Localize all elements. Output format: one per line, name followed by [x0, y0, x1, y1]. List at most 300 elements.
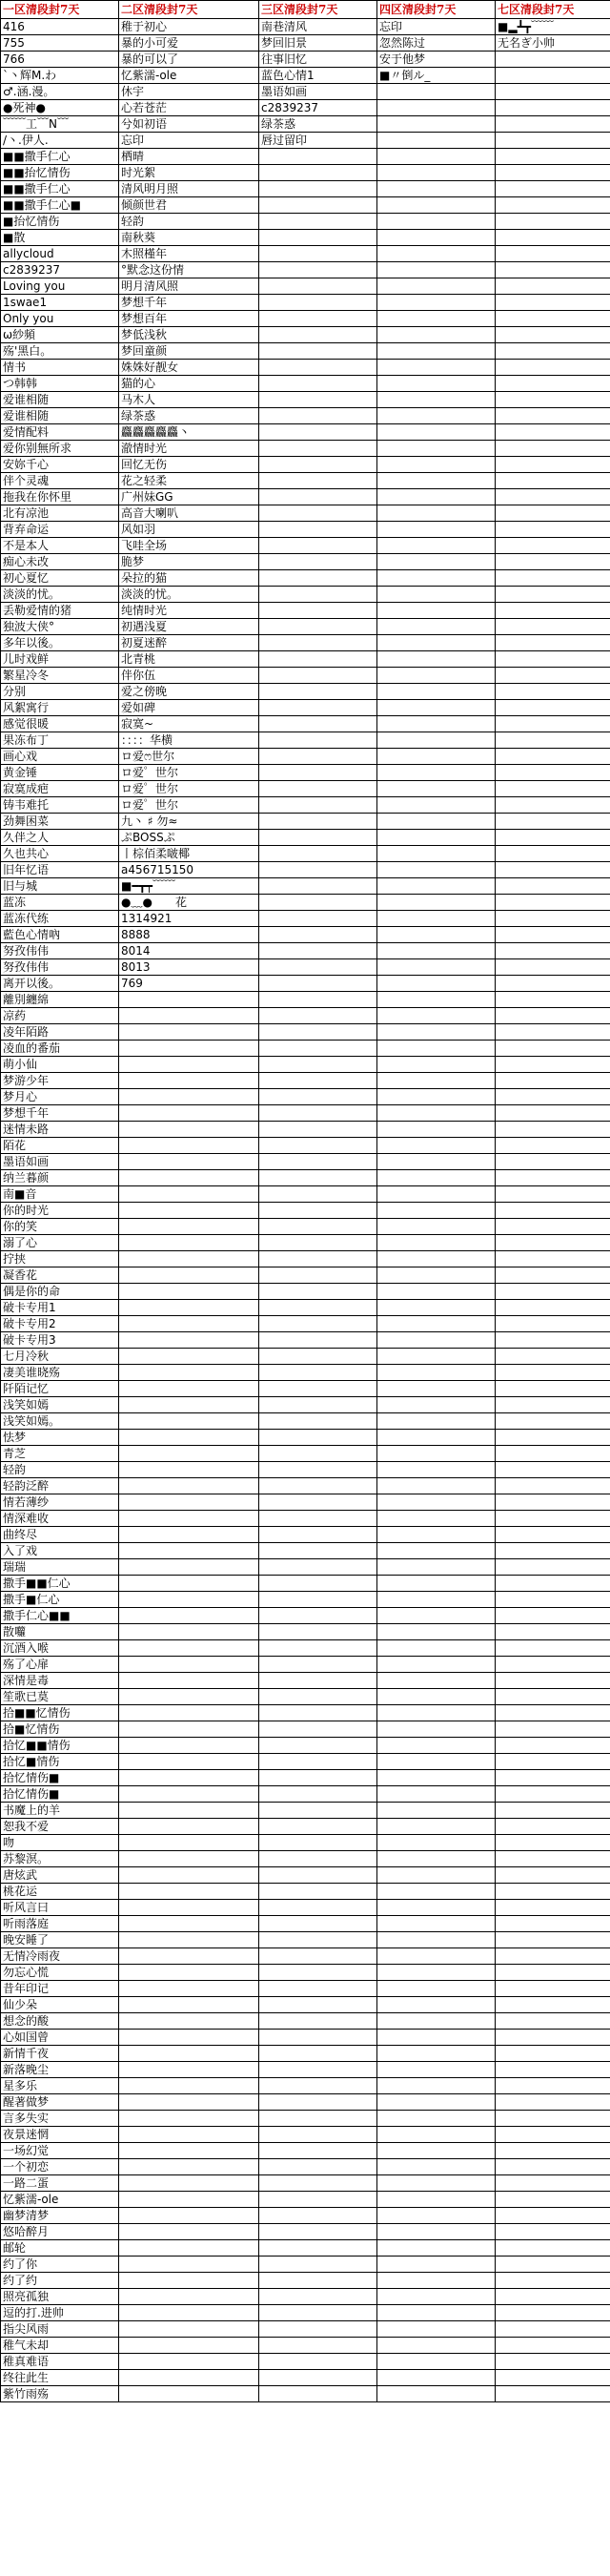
table-cell: 邮轮 — [1, 2240, 119, 2257]
table-cell — [377, 1024, 496, 1041]
table-cell: 蓝冻 — [1, 895, 119, 911]
table-cell — [119, 2094, 259, 2111]
table-cell — [377, 554, 496, 570]
table-row — [1, 2143, 610, 2159]
table-cell — [259, 2030, 377, 2046]
table-cell — [377, 2094, 496, 2111]
table-cell — [119, 1365, 259, 1381]
table-cell — [377, 408, 496, 424]
table-row — [1, 457, 610, 473]
table-cell — [377, 1478, 496, 1494]
table-cell — [377, 1413, 496, 1430]
table-row — [1, 116, 610, 133]
table-cell — [377, 2046, 496, 2062]
table-cell — [496, 1413, 610, 1430]
table-cell — [259, 1332, 377, 1349]
table-cell — [119, 1884, 259, 1900]
table-cell — [259, 360, 377, 376]
table-cell — [496, 2338, 610, 2354]
table-cell — [496, 2354, 610, 2370]
table-cell: 轻韵 — [119, 214, 259, 230]
table-cell: 寂寞~ — [119, 716, 259, 732]
table-cell — [259, 1900, 377, 1916]
table-cell — [496, 197, 610, 214]
table-cell — [496, 2046, 610, 2062]
table-cell: 努孜伟伟 — [1, 943, 119, 959]
table-row — [1, 1365, 610, 1381]
table-cell: 偶是你的命 — [1, 1284, 119, 1300]
table-cell — [377, 278, 496, 295]
table-cell — [259, 878, 377, 895]
table-cell: 清风明月照 — [119, 181, 259, 197]
table-cell: 墨语如画 — [1, 1154, 119, 1170]
table-cell: 猫的心 — [119, 376, 259, 392]
table-cell: 绿茶惑 — [259, 116, 377, 133]
table-row — [1, 895, 610, 911]
table-cell: 梦想千年 — [1, 1105, 119, 1122]
table-cell — [377, 814, 496, 830]
table-cell — [119, 2321, 259, 2338]
table-cell — [496, 1446, 610, 1462]
table-cell: 凉药 — [1, 1008, 119, 1024]
table-cell — [119, 1186, 259, 1203]
table-cell — [377, 1673, 496, 1689]
table-cell — [496, 2159, 610, 2175]
table-cell — [496, 2192, 610, 2208]
table-cell: 安妳千心 — [1, 457, 119, 473]
table-cell — [119, 1397, 259, 1413]
table-cell — [259, 2143, 377, 2159]
table-cell — [119, 1867, 259, 1884]
table-row — [1, 1592, 610, 1608]
table-cell: 终往此生 — [1, 2370, 119, 2386]
table-cell — [377, 2321, 496, 2338]
table-cell: 麤麤麤麤麤丶 — [119, 424, 259, 441]
table-cell — [377, 2013, 496, 2030]
table-cell: 书魔上的羊 — [1, 1803, 119, 1819]
table-row — [1, 311, 610, 327]
table-cell — [259, 570, 377, 587]
table-cell: 约了约 — [1, 2273, 119, 2289]
table-cell — [259, 1689, 377, 1705]
table-row — [1, 2094, 610, 2111]
table-cell — [377, 2143, 496, 2159]
table-cell: 仙少朵 — [1, 1997, 119, 2013]
table-cell — [119, 1170, 259, 1186]
table-cell — [496, 1576, 610, 1592]
table-row — [1, 1965, 610, 1981]
table-cell: ■〃倒ル_ — [377, 68, 496, 84]
table-cell — [119, 1835, 259, 1851]
table-cell — [259, 1057, 377, 1073]
table-cell — [496, 2257, 610, 2273]
table-cell — [496, 716, 610, 732]
table-cell: `丶辉M.わ — [1, 68, 119, 84]
table-cell — [259, 959, 377, 976]
table-cell — [259, 1089, 377, 1105]
table-cell — [377, 246, 496, 262]
table-cell: ♂.涵.漫。 — [1, 84, 119, 100]
table-cell: 昔年印记 — [1, 1981, 119, 1997]
table-cell — [259, 1803, 377, 1819]
table-cell: 苏黎溟。 — [1, 1851, 119, 1867]
table-cell — [496, 262, 610, 278]
table-cell — [259, 214, 377, 230]
table-cell — [496, 52, 610, 68]
table-cell — [377, 1154, 496, 1170]
table-cell — [496, 587, 610, 603]
table-cell — [259, 230, 377, 246]
table-cell — [496, 1592, 610, 1608]
table-cell — [377, 1657, 496, 1673]
table-cell: つ韩韩 — [1, 376, 119, 392]
table-cell — [377, 311, 496, 327]
table-cell — [377, 1997, 496, 2013]
column-header: 四区清段封7天 — [377, 1, 496, 19]
table-cell — [377, 797, 496, 814]
table-cell — [259, 2273, 377, 2289]
table-cell — [496, 1462, 610, 1478]
table-body — [1, 19, 610, 2402]
table-row — [1, 878, 610, 895]
table-cell — [259, 1640, 377, 1657]
table-cell: 爱你别無所求 — [1, 441, 119, 457]
table-row — [1, 1397, 610, 1413]
table-cell: 梦回童颜 — [119, 343, 259, 360]
table-cell — [496, 895, 610, 911]
table-cell — [377, 1867, 496, 1884]
table-cell — [259, 1251, 377, 1267]
table-cell: 拾忆■■情伤 — [1, 1738, 119, 1754]
table-cell — [496, 1478, 610, 1494]
table-row — [1, 2046, 610, 2062]
table-cell — [496, 295, 610, 311]
table-row — [1, 2030, 610, 2046]
table-row — [1, 1997, 610, 2013]
table-cell: 初遇浅夏 — [119, 619, 259, 635]
table-cell — [496, 473, 610, 489]
table-cell — [259, 619, 377, 635]
table-row — [1, 262, 610, 278]
table-cell: 755 — [1, 35, 119, 52]
table-row — [1, 230, 610, 246]
table-cell — [496, 230, 610, 246]
table-cell — [377, 1965, 496, 1981]
table-cell — [259, 1916, 377, 1932]
table-row — [1, 1154, 610, 1170]
table-row — [1, 570, 610, 587]
table-cell — [496, 2240, 610, 2257]
table-row — [1, 1657, 610, 1673]
table-cell: 爱谁相随 — [1, 408, 119, 424]
table-cell — [259, 927, 377, 943]
table-cell — [119, 1657, 259, 1673]
table-cell — [377, 1105, 496, 1122]
table-row — [1, 2273, 610, 2289]
table-cell: 听风言曰 — [1, 1900, 119, 1916]
table-row — [1, 781, 610, 797]
table-cell — [377, 1543, 496, 1559]
table-cell: 马木人 — [119, 392, 259, 408]
table-cell — [496, 830, 610, 846]
table-cell — [496, 1138, 610, 1154]
table-cell — [377, 2078, 496, 2094]
table-cell — [119, 1219, 259, 1235]
table-cell — [377, 1981, 496, 1997]
table-cell — [119, 2062, 259, 2078]
table-cell — [496, 327, 610, 343]
table-cell: 果冻布丁 — [1, 732, 119, 749]
table-row — [1, 1559, 610, 1576]
table-cell — [259, 1267, 377, 1284]
table-cell — [119, 1624, 259, 1640]
table-cell — [119, 1948, 259, 1965]
table-cell — [496, 1624, 610, 1640]
table-cell — [119, 1592, 259, 1608]
table-cell: 心如国曾 — [1, 2030, 119, 2046]
table-cell: 铸韦难托 — [1, 797, 119, 814]
table-cell — [259, 262, 377, 278]
table-cell — [377, 457, 496, 473]
table-cell — [496, 1024, 610, 1041]
table-cell — [259, 1981, 377, 1997]
table-cell — [377, 116, 496, 133]
table-cell — [259, 343, 377, 360]
table-cell — [259, 1965, 377, 1981]
table-row — [1, 1494, 610, 1511]
table-row — [1, 343, 610, 360]
table-cell — [259, 1284, 377, 1300]
table-cell — [259, 1835, 377, 1851]
table-cell: 爱情配料 — [1, 424, 119, 441]
table-cell — [496, 1835, 610, 1851]
table-cell — [496, 181, 610, 197]
table-row — [1, 716, 610, 732]
table-row — [1, 1462, 610, 1478]
table-cell: 迷情未路 — [1, 1122, 119, 1138]
table-cell: ω紗頻 — [1, 327, 119, 343]
table-cell: 旧与城 — [1, 878, 119, 895]
table-cell: 恕我不爱 — [1, 1819, 119, 1835]
table-cell — [377, 716, 496, 732]
table-cell — [496, 1965, 610, 1981]
table-row — [1, 1916, 610, 1932]
table-cell — [377, 2240, 496, 2257]
table-row — [1, 1705, 610, 1721]
table-cell — [259, 2321, 377, 2338]
table-cell — [119, 2208, 259, 2224]
table-cell: 紫竹雨殇 — [1, 2386, 119, 2402]
table-cell: 怯梦 — [1, 1430, 119, 1446]
table-cell — [119, 1819, 259, 1835]
table-cell — [377, 619, 496, 635]
table-cell — [496, 1867, 610, 1884]
table-cell — [496, 1251, 610, 1267]
table-row — [1, 1478, 610, 1494]
table-cell — [119, 1576, 259, 1592]
table-cell — [259, 2046, 377, 2062]
table-cell — [259, 2240, 377, 2257]
table-cell — [259, 976, 377, 992]
table-cell — [496, 603, 610, 619]
table-cell: 沉酒入喉 — [1, 1640, 119, 1657]
table-cell — [259, 716, 377, 732]
table-row — [1, 700, 610, 716]
table-cell — [259, 1819, 377, 1835]
table-cell: 寂寞成疤 — [1, 781, 119, 797]
table-cell: ロ爱゜世尔 — [119, 781, 259, 797]
table-row — [1, 1640, 610, 1657]
table-cell — [496, 976, 610, 992]
table-cell — [496, 1527, 610, 1543]
table-cell — [259, 295, 377, 311]
table-cell: 广州妹GG — [119, 489, 259, 505]
table-cell — [119, 1041, 259, 1057]
table-row — [1, 149, 610, 165]
table-cell — [496, 1981, 610, 1997]
table-cell — [259, 1008, 377, 1024]
table-cell — [377, 1900, 496, 1916]
table-cell — [377, 1186, 496, 1203]
table-cell: 稚真难语 — [1, 2354, 119, 2370]
table-row — [1, 1835, 610, 1851]
table-cell: ぷBOSSぷ — [119, 830, 259, 846]
table-cell — [496, 1235, 610, 1251]
table-cell — [119, 2111, 259, 2127]
table-row — [1, 927, 610, 943]
table-cell: 丢勒爱情的猪 — [1, 603, 119, 619]
table-cell — [259, 781, 377, 797]
table-cell — [496, 424, 610, 441]
table-cell — [377, 959, 496, 976]
table-row — [1, 1948, 610, 1965]
table-cell: 丨棕佰柔啵椰 — [119, 846, 259, 862]
table-cell — [119, 2030, 259, 2046]
table-cell: 伴你伍 — [119, 668, 259, 684]
table-cell — [119, 1413, 259, 1430]
table-cell — [377, 1089, 496, 1105]
table-cell — [496, 732, 610, 749]
table-cell — [259, 1543, 377, 1559]
table-row — [1, 1413, 610, 1430]
table-cell — [496, 1608, 610, 1624]
table-row — [1, 2013, 610, 2030]
table-cell — [496, 1754, 610, 1770]
table-cell — [119, 1640, 259, 1657]
table-cell — [259, 1430, 377, 1446]
table-cell: 拾■忆情伤 — [1, 1721, 119, 1738]
table-cell — [259, 1576, 377, 1592]
table-cell — [377, 587, 496, 603]
table-cell — [259, 1413, 377, 1430]
table-row — [1, 1186, 610, 1203]
table-cell — [377, 1786, 496, 1803]
table-cell — [377, 1884, 496, 1900]
table-cell: 凌血的番茄 — [1, 1041, 119, 1057]
table-row — [1, 68, 610, 84]
table-cell — [259, 457, 377, 473]
table-cell — [119, 2370, 259, 2386]
table-cell — [496, 2370, 610, 2386]
table-cell: 心若苍茫 — [119, 100, 259, 116]
table-cell — [259, 2370, 377, 2386]
table-cell: 离开以後。 — [1, 976, 119, 992]
table-cell — [496, 84, 610, 100]
table-cell: 往事旧忆 — [259, 52, 377, 68]
table-cell — [119, 1008, 259, 1024]
table-cell: 8014 — [119, 943, 259, 959]
table-cell: 陌花 — [1, 1138, 119, 1154]
table-cell — [496, 489, 610, 505]
table-cell — [377, 927, 496, 943]
table-cell — [377, 1057, 496, 1073]
table-row — [1, 376, 610, 392]
table-cell: 梦低浅秋 — [119, 327, 259, 343]
table-cell: 深情是毒 — [1, 1673, 119, 1689]
table-cell — [377, 230, 496, 246]
table-cell: Only you — [1, 311, 119, 327]
table-row — [1, 1721, 610, 1738]
table-cell: ■━┳┯﹋﹋ — [119, 878, 259, 895]
table-cell — [496, 1738, 610, 1754]
table-cell: 澈情时光 — [119, 441, 259, 457]
table-cell — [377, 1041, 496, 1057]
table-cell — [119, 1332, 259, 1349]
table-cell — [377, 2062, 496, 2078]
table-cell — [496, 1657, 610, 1673]
table-cell: 凌年陌路 — [1, 1024, 119, 1041]
table-row — [1, 19, 610, 35]
table-cell — [377, 732, 496, 749]
table-cell — [377, 1300, 496, 1316]
table-cell: 416 — [1, 19, 119, 35]
table-cell: 拧挟 — [1, 1251, 119, 1267]
table-cell — [496, 2208, 610, 2224]
table-cell — [259, 1381, 377, 1397]
table-cell — [377, 1803, 496, 1819]
table-cell — [377, 1251, 496, 1267]
table-cell — [377, 1073, 496, 1089]
table-cell — [496, 668, 610, 684]
table-cell — [377, 133, 496, 149]
table-cell — [259, 2208, 377, 2224]
table-cell — [119, 2240, 259, 2257]
table-cell — [259, 1851, 377, 1867]
table-cell — [377, 522, 496, 538]
table-cell — [377, 327, 496, 343]
table-cell: 忘印 — [377, 19, 496, 35]
table-cell — [119, 1138, 259, 1154]
table-cell: 忆紫濡-ole — [119, 68, 259, 84]
table-cell — [496, 700, 610, 716]
table-cell — [259, 1624, 377, 1640]
table-row — [1, 684, 610, 700]
table-cell: 痴心未改 — [1, 554, 119, 570]
table-row — [1, 1884, 610, 1900]
table-cell — [496, 1186, 610, 1203]
table-cell — [377, 2192, 496, 2208]
table-cell — [496, 2143, 610, 2159]
table-cell — [496, 1494, 610, 1511]
table-cell — [119, 1608, 259, 1624]
table-row — [1, 1235, 610, 1251]
table-cell: ■■抬忆情伤 — [1, 165, 119, 181]
table-cell: 笙歌已莫 — [1, 1689, 119, 1705]
table-cell — [377, 1916, 496, 1932]
table-cell — [259, 278, 377, 295]
table-cell: 新落晚尘 — [1, 2062, 119, 2078]
table-cell: 黄金锤 — [1, 765, 119, 781]
